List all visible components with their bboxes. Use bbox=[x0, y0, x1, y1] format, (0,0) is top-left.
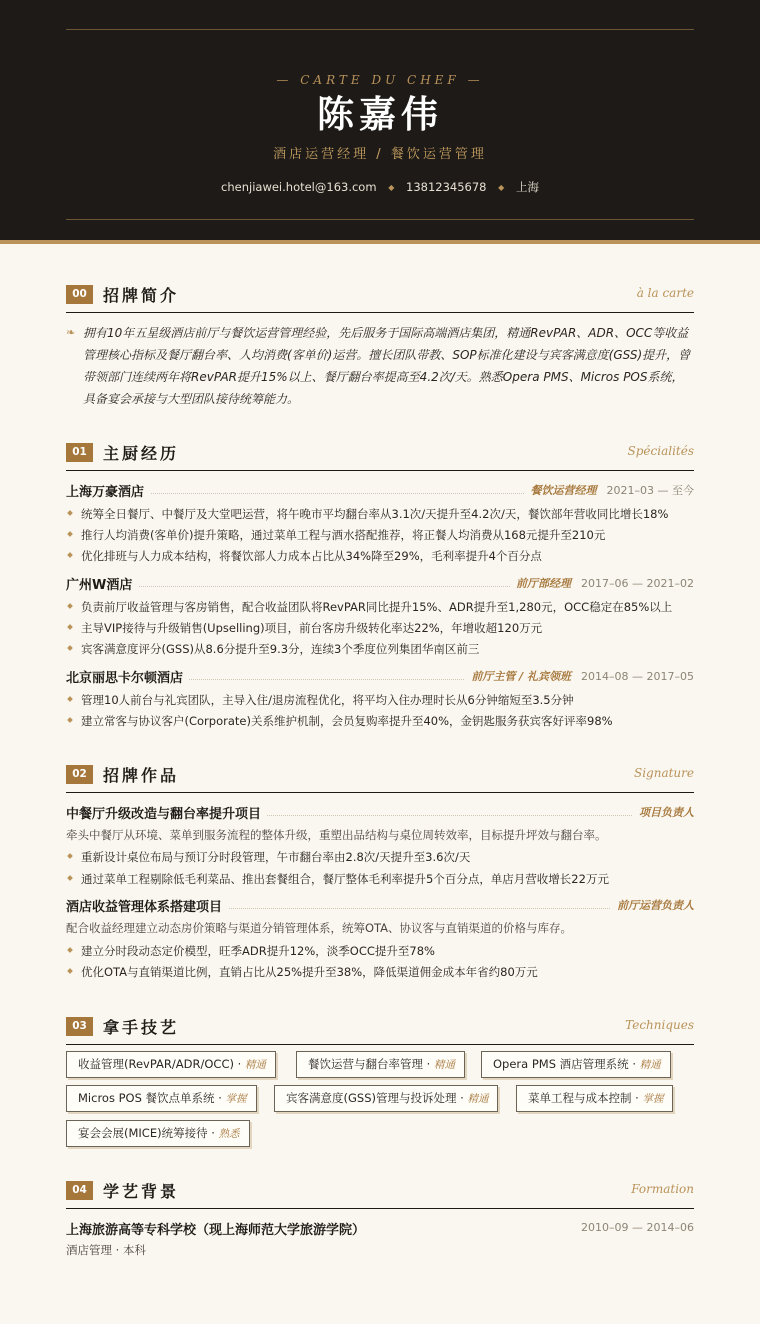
skill-name: Opera PMS 酒店管理系统 bbox=[493, 1057, 629, 1071]
separator: · bbox=[218, 1091, 222, 1105]
section-title: 招牌作品 bbox=[103, 766, 180, 785]
skill-chip bbox=[481, 1051, 671, 1078]
job-bullet: 宾客满意度评分(GSS)从8.6分提升至9.3分，连续3个季度位列集团华南区前三 bbox=[66, 641, 694, 657]
education-dates: 2010–09 — 2014–06 bbox=[581, 1221, 694, 1234]
skill-name: 收益管理(RevPAR/ADR/OCC) bbox=[78, 1057, 234, 1071]
job-entry-header bbox=[66, 481, 694, 501]
section-skills-header bbox=[66, 1015, 694, 1045]
job-bullet: 主导VIP接待与升级销售(Upselling)项目，前台客房升级转化率达22%，年增收超120万元 bbox=[66, 620, 694, 636]
project-name: 酒店收益管理体系搭建项目 bbox=[66, 896, 228, 915]
skill-chip bbox=[66, 1085, 257, 1112]
section-number-badge: 00 bbox=[66, 285, 93, 304]
header-top-rule bbox=[66, 29, 694, 30]
job-dates: 2014–08 — 2017–05 bbox=[581, 670, 694, 683]
header-banner bbox=[0, 0, 760, 244]
skill-level: 掌握 bbox=[225, 1093, 247, 1105]
job-bullet: 统筹全日餐厅、中餐厅及大堂吧运营，将午晚市平均翻台率从3.1次/天提升至4.2次/天，餐饮部年营收同比增长18% bbox=[66, 506, 694, 522]
contact-line bbox=[0, 179, 760, 195]
employer-name: 上海万豪酒店 bbox=[66, 481, 150, 500]
section-title: 学艺背景 bbox=[103, 1182, 180, 1201]
skill-name: 宴会会展(MICE)统筹接待 bbox=[78, 1126, 208, 1140]
skill-chip bbox=[66, 1120, 250, 1147]
project-name: 中餐厅升级改造与翻台率提升项目 bbox=[66, 803, 267, 822]
section-number-badge: 04 bbox=[66, 1181, 93, 1200]
job-bullet: 负责前厅收益管理与客房销售，配合收益团队将RevPAR同比提升15%、ADR提升至1,280元，OCC稳定在85%以上 bbox=[66, 599, 694, 615]
separator: · bbox=[632, 1057, 636, 1071]
project-role: 前厅运营负责人 bbox=[617, 899, 694, 912]
school-name: 上海旅游高等专科学校（现上海师范大学旅游学院） bbox=[66, 1223, 366, 1238]
project-bullet: 建立分时段动态定价模型，旺季ADR提升12%，淡季OCC提升至78% bbox=[66, 943, 694, 959]
candidate-title: 酒店运营经理 / 餐饮运营管理 bbox=[273, 147, 487, 162]
job-role: 餐饮运营经理 bbox=[530, 484, 597, 497]
skill-name: 餐饮运营与翻台率管理 bbox=[308, 1057, 423, 1071]
project-role: 项目负责人 bbox=[639, 806, 694, 819]
skill-chip bbox=[296, 1051, 465, 1078]
job-bullet: 优化排班与人力成本结构，将餐饮部人力成本占比从34%降至29%，毛利率提升4个百分点 bbox=[66, 548, 694, 564]
header-bottom-rule bbox=[66, 219, 694, 220]
fleuron-icon: ❧ bbox=[66, 326, 76, 339]
section-title: 主厨经历 bbox=[103, 444, 180, 463]
section-number-badge: 03 bbox=[66, 1017, 93, 1036]
project-bullet: 优化OTA与直销渠道比例，直销占比从25%提升至38%，降低渠道佣金成本年省约80万元 bbox=[66, 964, 694, 980]
education-major: 酒店管理 · 本科 bbox=[66, 1243, 146, 1257]
job-dates: 2017–06 — 2021–02 bbox=[581, 577, 694, 590]
skill-name: Micros POS 餐饮点单系统 bbox=[78, 1091, 215, 1105]
job-role: 前厅主管 / 礼宾领班 bbox=[471, 670, 572, 683]
skill-level: 精通 bbox=[467, 1093, 489, 1105]
section-subtitle: Spécialités bbox=[627, 444, 694, 458]
skill-level: 精通 bbox=[244, 1059, 266, 1071]
project-bullet: 重新设计桌位布局与预订分时段管理，午市翻台率由2.8次/天提升至3.6次/天 bbox=[66, 849, 694, 865]
job-dates: 2021–03 — 至今 bbox=[606, 484, 694, 497]
job-bullet: 建立常客与协议客户(Corporate)关系维护机制，会员复购率提升至40%，金钥匙服务获宾客好评率98% bbox=[66, 713, 694, 729]
project-description: 牵头中餐厅从环境、菜单到服务流程的整体升级，重塑出品结构与桌位周转效率，目标提升坪效与翻台率。 bbox=[66, 828, 607, 842]
section-title: 招牌简介 bbox=[103, 286, 180, 305]
section-subtitle: Formation bbox=[631, 1182, 694, 1196]
summary-text: 拥有10年五星级酒店前厅与餐饮运营管理经验，先后服务于国际高端酒店集团，精通RevPAR、ADR、OCC等收益管理核心指标及餐厅翻台率、人均消费(客单价)运营。擅长团队带教、SOP标准化建设与宾客满意度(GSS)提升，曾带领部门连续两年将RevPAR提升15%以上、餐厅翻台率提高至4.2次/天。熟悉Opera PMS、Micros POS系统，具备宴会承接与大型团队接待统筹能力。 bbox=[83, 326, 691, 406]
job-role: 前厅部经理 bbox=[516, 577, 572, 590]
diamond-icon: ◆ bbox=[498, 183, 505, 192]
email-text: chenjiawei.hotel@163.com bbox=[221, 180, 377, 194]
project-entry-header bbox=[66, 803, 694, 823]
project-bullet: 通过菜单工程剔除低毛利菜品、推出套餐组合，餐厅整体毛利率提升5个百分点，单店月营收增长22万元 bbox=[66, 871, 694, 887]
skill-chip bbox=[66, 1051, 276, 1078]
skill-level: 精通 bbox=[433, 1059, 455, 1071]
skill-level: 熟悉 bbox=[218, 1128, 240, 1140]
job-bullet: 管理10人前台与礼宾团队，主导入住/退房流程优化，将平均入住办理时长从6分钟缩短至3.5分钟 bbox=[66, 692, 694, 708]
section-education-header bbox=[66, 1179, 694, 1209]
job-entry-header bbox=[66, 574, 694, 594]
job-entry-header bbox=[66, 667, 694, 687]
employer-name: 北京丽思卡尔顿酒店 bbox=[66, 667, 189, 686]
summary-paragraph bbox=[66, 322, 694, 410]
project-entry-header bbox=[66, 896, 694, 916]
section-summary-header bbox=[66, 283, 694, 313]
section-subtitle: Techniques bbox=[625, 1018, 694, 1032]
section-projects-header bbox=[66, 763, 694, 793]
separator: · bbox=[460, 1091, 464, 1105]
separator: · bbox=[237, 1057, 242, 1071]
city-text: 上海 bbox=[515, 180, 539, 194]
skill-name: 宾客满意度(GSS)管理与投诉处理 bbox=[286, 1091, 457, 1105]
separator: · bbox=[211, 1126, 215, 1140]
skill-chip bbox=[516, 1085, 673, 1112]
skill-name: 菜单工程与成本控制 bbox=[528, 1091, 632, 1105]
project-description: 配合收益经理建立动态房价策略与渠道分销管理体系，统筹OTA、协议客与直销渠道的价格与库存。 bbox=[66, 921, 573, 935]
skill-level: 掌握 bbox=[642, 1093, 664, 1105]
section-subtitle: à la carte bbox=[636, 286, 694, 300]
diamond-icon: ◆ bbox=[388, 183, 395, 192]
separator: · bbox=[635, 1091, 639, 1105]
section-number-badge: 01 bbox=[66, 443, 93, 462]
section-number-badge: 02 bbox=[66, 765, 93, 784]
job-bullet: 推行人均消费(客单价)提升策略，通过菜单工程与酒水搭配推荐，将正餐人均消费从168元提升至210元 bbox=[66, 527, 694, 543]
section-subtitle: Signature bbox=[633, 766, 694, 780]
phone-text: 13812345678 bbox=[406, 180, 487, 194]
section-title: 拿手技艺 bbox=[103, 1018, 180, 1037]
skill-chip bbox=[274, 1085, 498, 1112]
separator: · bbox=[426, 1057, 431, 1071]
section-experience-header bbox=[66, 441, 694, 471]
candidate-name: 陈嘉伟 bbox=[317, 93, 443, 136]
skill-level: 精通 bbox=[639, 1059, 661, 1071]
header-tagline: — CARTE DU CHEF — bbox=[276, 73, 484, 87]
employer-name: 广州W酒店 bbox=[66, 574, 138, 593]
